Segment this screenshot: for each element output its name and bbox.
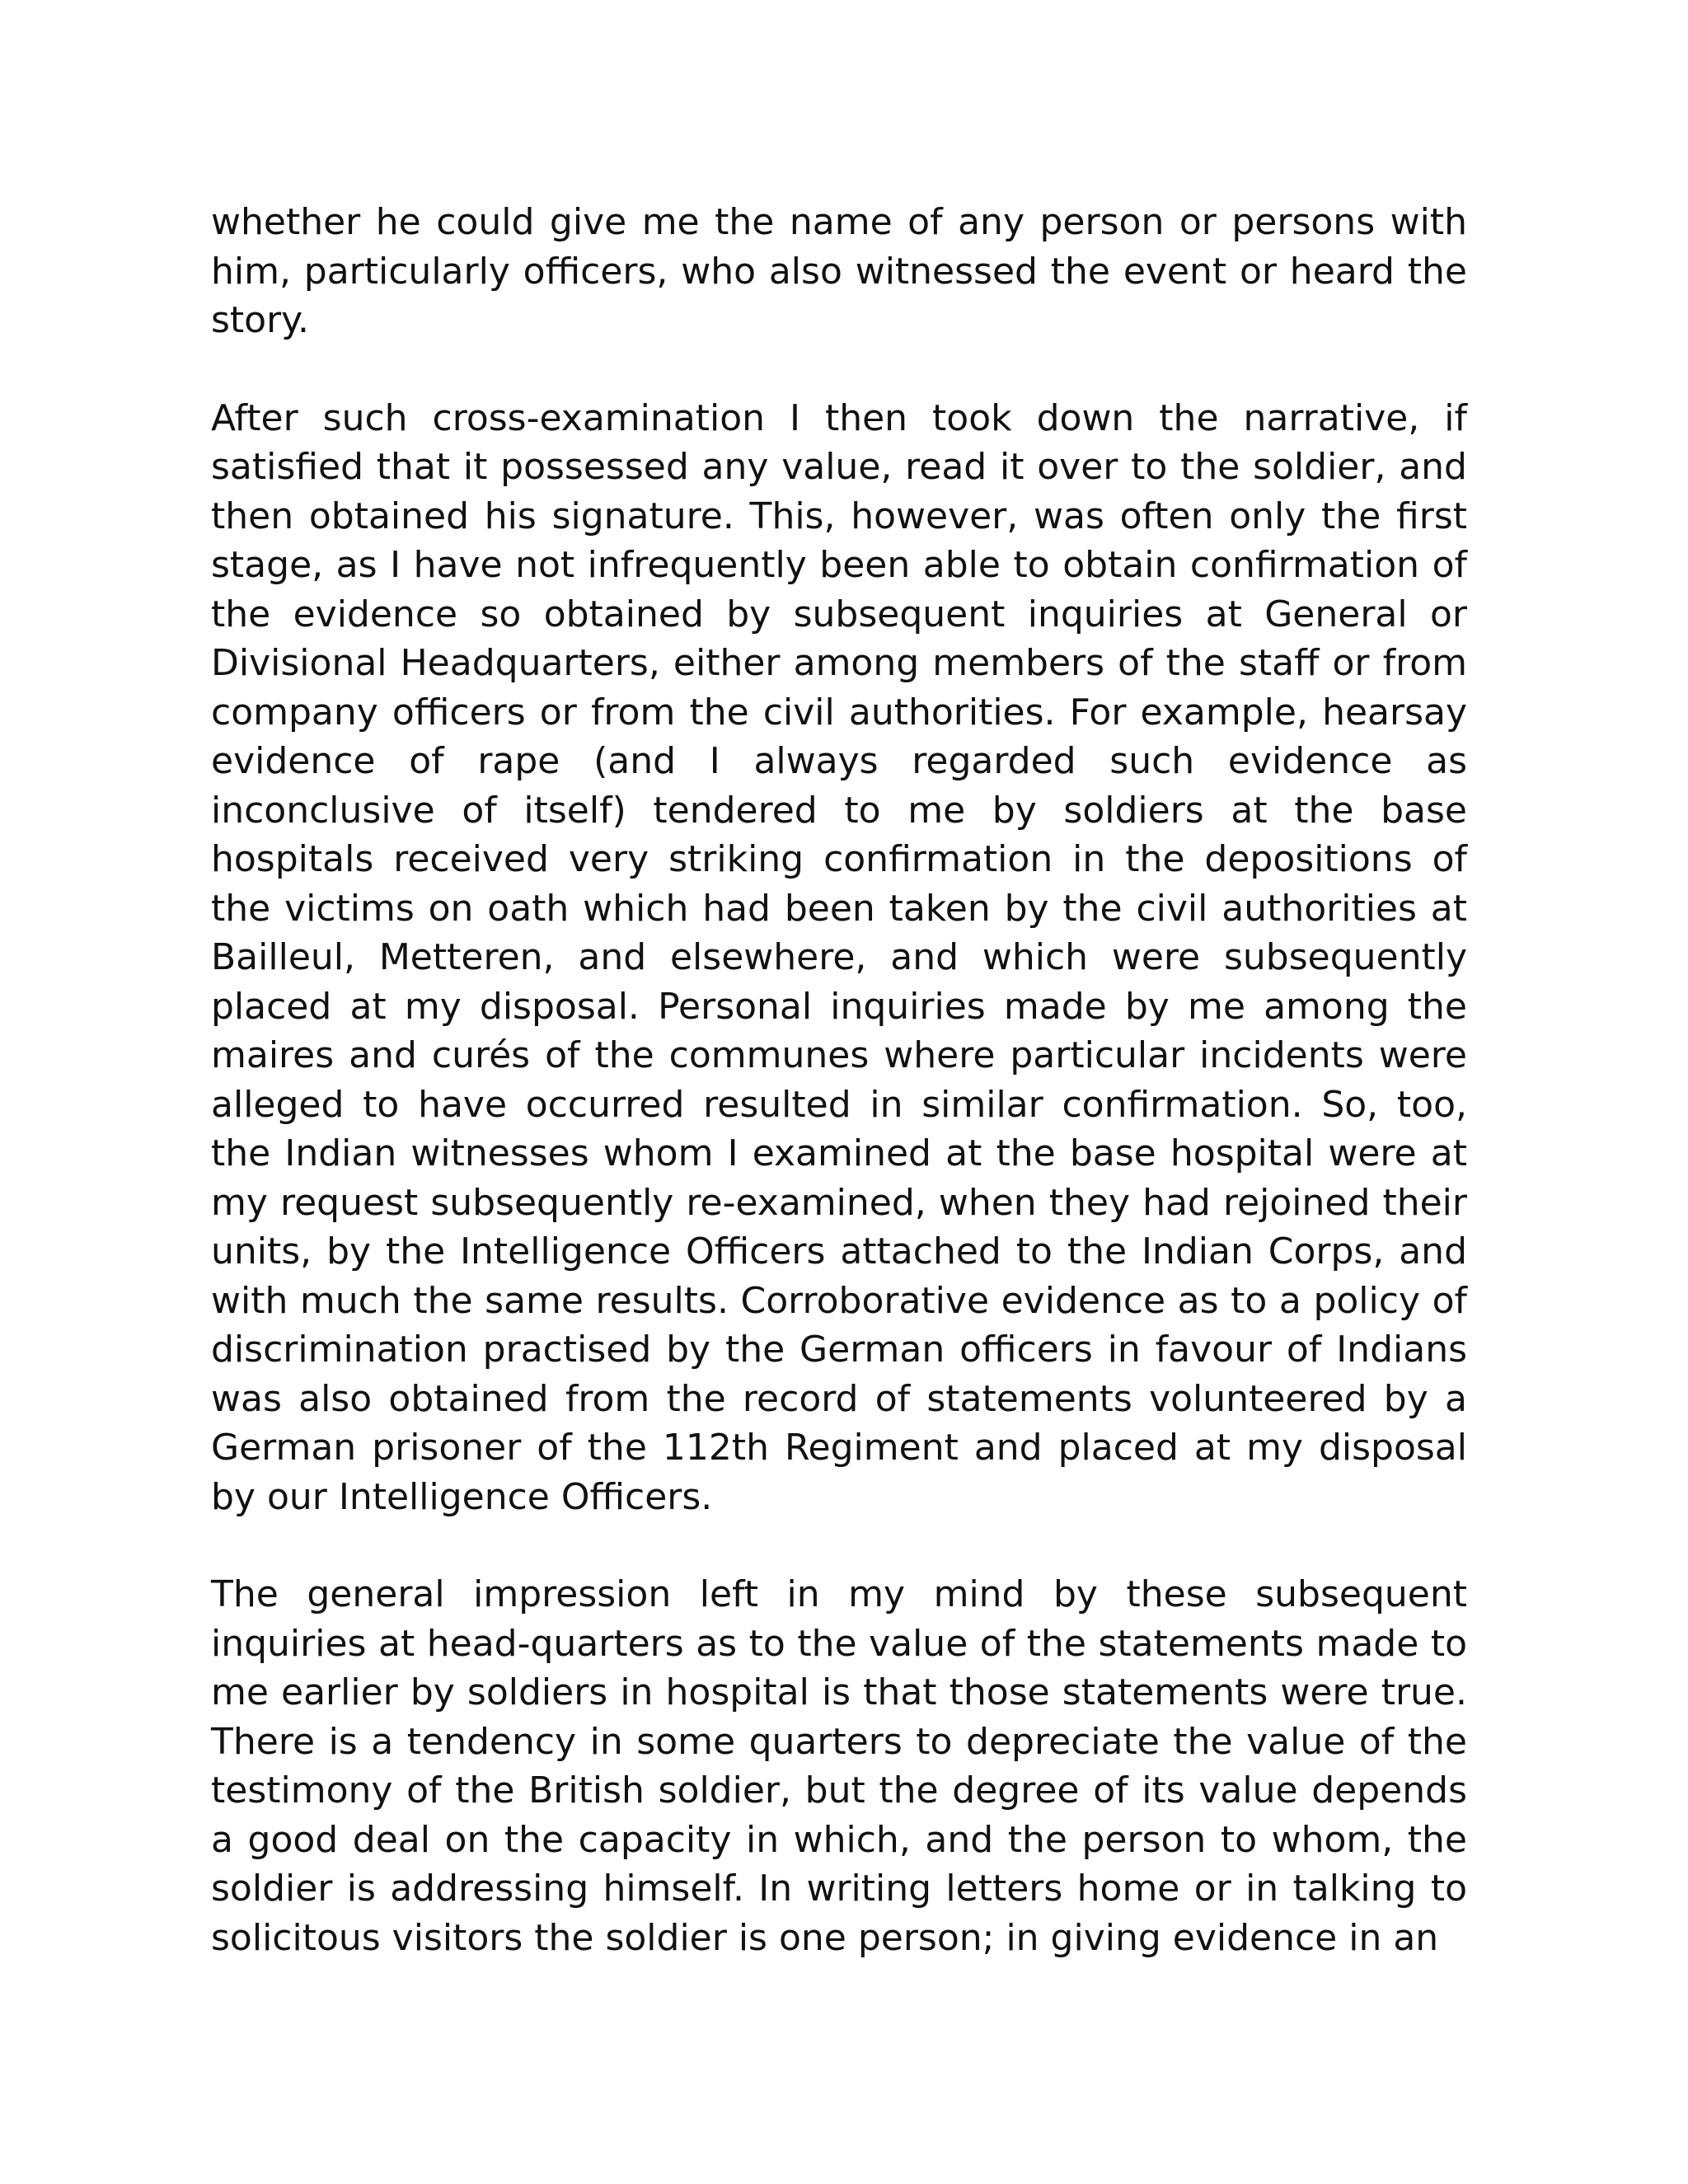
paragraph-3: The general impression left in my mind by these subsequent inquiries at head-quarters as to the value of the statements made to me earlier by soldiers in hospital is that those statements were true. There is a tendency in some quarters to depreciate the value of the testimony of the British soldier, but the degree of its value depends a good deal on the capacity in which, and the person to whom, the soldier is addressing himself. In writing letters home or in talking to solicitous visitors the soldier is one person; in giving evidence in an bbox=[211, 1573, 1467, 1959]
body-text bbox=[211, 198, 1467, 1962]
paragraph-2: After such cross-examination I then took down the narrative, if satisfied that it possessed any value, read it over to the soldier, and then obtained his signature. This, however, was often only the first stage, as I have not infrequently been able to obtain confirmation of the evidence so obtained by subsequent inquiries at General or Divisional Headquarters, either among members of the staff or from company officers or from the civil authorities. For example, hearsay evidence of rape (and I always regarded such evidence as inconclusive of itself) tendered to me by soldiers at the base hospitals received very striking confirmation in the depositions of the victims on oath which had been taken by the civil authorities at Bailleul, Metteren, and elsewhere, and which were subsequently placed at my disposal. Personal inquiries made by me among the maires and curés of the communes where particular incidents were alleged to have occurred resulted in similar confirmation. So, too, the Indian witnesses whom I examined at the base hospital were at my request subsequently re-examined, when they had rejoined their units, by the Intelligence Officers attached to the Indian Corps, and with much the same results. Corroborative evidence as to a policy of discrimination practised by the German officers in favour of Indians was also obtained from the record of statements volunteered by a German prisoner of the 112th Regiment and placed at my disposal by our Intelligence Officers. bbox=[211, 396, 1467, 1518]
paragraph-1: whether he could give me the name of any person or persons with him, particularly officers, who also witnessed the event or heard the story. bbox=[211, 201, 1467, 341]
